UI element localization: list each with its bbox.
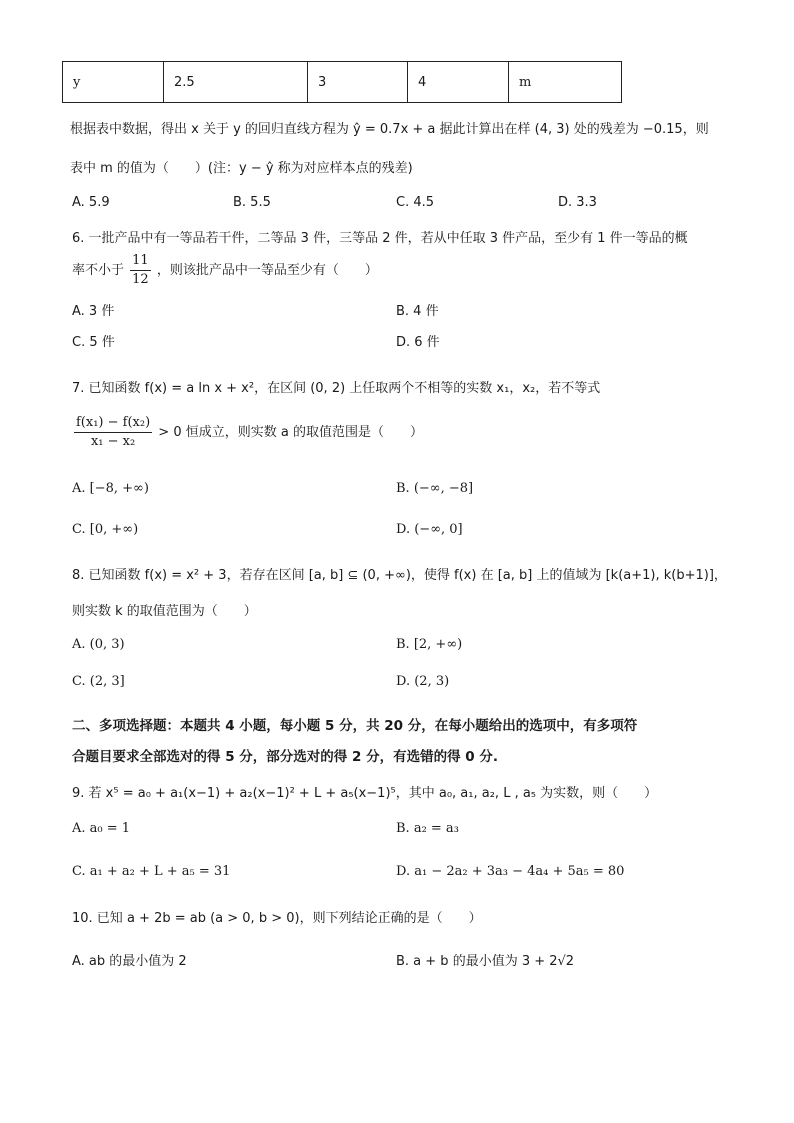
section-heading-line2: 合题目要求全部选对的得 5 分，部分选对的得 2 分，有选错的得 0 分. xyxy=(72,749,499,765)
table-cell: y xyxy=(63,62,164,103)
q6-fraction-denominator: 12 xyxy=(132,272,149,287)
q7-option-b: B. (−∞, −8] xyxy=(396,481,474,496)
q10-option-a: A. ab 的最小值为 2 xyxy=(72,954,187,969)
q7-fraction-numerator: f(x₁) − f(x₂) xyxy=(74,414,152,433)
q7-option-d: D. (−∞, 0] xyxy=(396,522,463,537)
q5-option-d: D. 3.3 xyxy=(558,195,597,210)
q7-option-a: A. [−8, +∞) xyxy=(72,481,149,496)
q8-option-b: B. [2, +∞) xyxy=(396,637,463,652)
q6-option-a: A. 3 件 xyxy=(72,304,115,319)
q6-option-b: B. 4 件 xyxy=(396,304,439,319)
q5-stem-line2: 表中 m 的值为（ ）(注：y − ŷ 称为对应样本点的残差) xyxy=(70,161,413,176)
q6-option-c: C. 5 件 xyxy=(72,335,115,350)
q6-fraction-numerator: 11 xyxy=(130,252,151,271)
q9-option-d: D. a₁ − 2a₂ + 3a₃ − 4a₄ + 5a₅ = 80 xyxy=(396,864,625,879)
q7-stem-line1: 7. 已知函数 f(x) = a ln x + x²，在区间 (0, 2) 上任取两个不相等的实数 x₁，x₂，若不等式 xyxy=(72,381,601,396)
q9-option-b: B. a₂ = a₃ xyxy=(396,821,459,836)
q6-stem-line2 xyxy=(72,252,378,289)
section-heading-line1: 二、多项选择题：本题共 4 小题，每小题 5 分，共 20 分，在每小题给出的选项中，有多项符 xyxy=(72,718,638,734)
q8-stem-line2: 则实数 k 的取值范围为（ ） xyxy=(72,604,257,619)
q8-option-a: A. (0, 3) xyxy=(72,637,125,652)
q5-option-b: B. 5.5 xyxy=(233,195,271,210)
q7-stem-suffix: > 0 恒成立，则实数 a 的取值范围是（ ） xyxy=(158,425,423,440)
table-cell: 4 xyxy=(408,62,509,103)
q8-stem-line1: 8. 已知函数 f(x) = x² + 3，若存在区间 [a, b] ⊆ (0, +∞)，使得 f(x) 在 [a, b] 上的值域为 [k(a+1), k(b+1)]， xyxy=(72,568,727,583)
q7-fraction xyxy=(74,414,152,451)
table-cell: 3 xyxy=(308,62,408,103)
q6-stem-suffix: ，则该批产品中一等品至少有（ ） xyxy=(156,263,378,278)
q7-option-c: C. [0, +∞) xyxy=(72,522,139,537)
q9-stem: 9. 若 x⁵ = a₀ + a₁(x−1) + a₂(x−1)² + L + a₅(x−1)⁵，其中 a₀, a₁, a₂, L , a₅ 为实数，则（ ） xyxy=(72,786,658,801)
q7-fraction-denominator: x₁ − x₂ xyxy=(90,434,136,449)
q8-option-d: D. (2, 3) xyxy=(396,674,450,689)
q8-option-c: C. (2, 3] xyxy=(72,674,125,689)
q5-option-c: C. 4.5 xyxy=(396,195,435,210)
q10-option-b: B. a + b 的最小值为 3 + 2√2 xyxy=(396,954,575,969)
q6-stem-prefix: 率不小于 xyxy=(72,263,125,278)
table-cell: 2.5 xyxy=(164,62,308,103)
q9-option-c: C. a₁ + a₂ + L + a₅ = 31 xyxy=(72,864,231,879)
q5-option-a: A. 5.9 xyxy=(72,195,110,210)
q6-stem-line1: 6. 一批产品中有一等品若干件，二等品 3 件，三等品 2 件，若从中任取 3 件产品，至少有 1 件一等品的概 xyxy=(72,231,688,246)
q6-option-d: D. 6 件 xyxy=(396,335,440,350)
q5-stem-line1: 根据表中数据，得出 x 关于 y 的回归直线方程为 ŷ = 0.7x + a 据此计算出在样 (4, 3) 处的残差为 −0.15，则 xyxy=(70,122,709,137)
q10-stem: 10. 已知 a + 2b = ab (a > 0, b > 0)，则下列结论正确的是（ ） xyxy=(72,911,482,926)
q6-fraction xyxy=(130,252,151,289)
q9-option-a: A. a₀ = 1 xyxy=(72,821,131,836)
table-cell: m xyxy=(509,62,622,103)
q7-stem-line2 xyxy=(72,414,423,451)
table-row xyxy=(63,62,622,103)
data-table xyxy=(62,61,622,103)
